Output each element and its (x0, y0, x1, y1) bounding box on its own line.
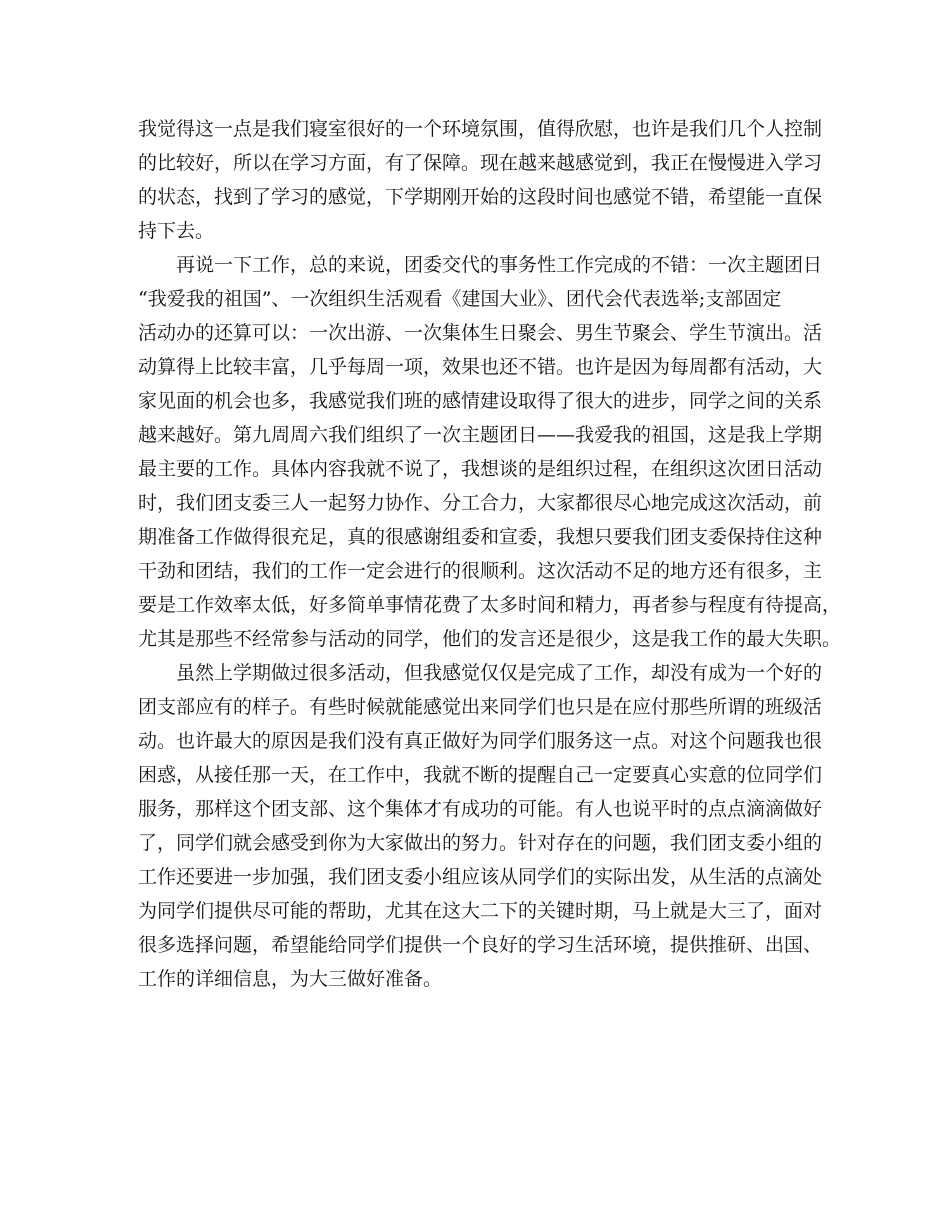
text-line: 服务，那样这个团支部、这个集体才有成功的可能。有人也说平时的点点滴滴做好 (138, 798, 823, 820)
text-line: 越来越好。第九周周六我们组织了一次主题团日——我爱我的祖国，这是我上学期 (138, 424, 823, 446)
paragraph-3 (138, 656, 838, 996)
text-line: 困惑，从接任那一天，在工作中，我就不断的提醒自己一定要真心实意的位同学们 (138, 764, 823, 786)
text-line: 的比较好，所以在学习方面，有了保障。现在越来越感觉到，我正在慢慢进入学习 (138, 152, 823, 174)
text-line: 再说一下工作，总的来说，团委交代的事务性工作完成的不错：一次主题团日 (138, 254, 823, 276)
text-line: 要是工作效率太低，好多简单事情花费了太多时间和精力，再者参与程度有待提高， (138, 594, 842, 616)
text-line: 我觉得这一点是我们寝室很好的一个环境氛围，值得欣慰，也许是我们几个人控制 (138, 118, 823, 140)
text-line: 最主要的工作。具体内容我就不说了，我想谈的是组织过程，在组织这次团日活动 (138, 458, 823, 480)
paragraph-2 (138, 248, 842, 656)
text-line: 工作还要进一步加强，我们团支委小组应该从同学们的实际出发，从生活的点滴处 (138, 866, 823, 888)
text-line: 活动办的还算可以：一次出游、一次集体生日聚会、男生节聚会、学生节演出。活 (138, 322, 823, 344)
text-line: 动。也许最大的原因是我们没有真正做好为同学们服务这一点。对这个问题我也很 (138, 730, 823, 752)
text-line: 虽然上学期做过很多活动，但我感觉仅仅是完成了工作，却没有成为一个好的 (138, 662, 823, 684)
text-line: 了，同学们就会感受到你为大家做出的努力。针对存在的问题，我们团支委小组的 (138, 832, 823, 854)
text-line: 为同学们提供尽可能的帮助，尤其在这大二下的关键时期，马上就是大三了，面对 (138, 900, 823, 922)
document-body (138, 112, 842, 996)
text-line: 动算得上比较丰富，几乎每周一项，效果也还不错。也许是因为每周都有活动，大 (138, 356, 823, 378)
text-line: 团支部应有的样子。有些时候就能感觉出来同学们也只是在应付那些所谓的班级活 (138, 696, 823, 718)
text-line: 很多选择问题，希望能给同学们提供一个良好的学习生活环境，提供推研、出国、 (138, 934, 823, 956)
text-line: 持下去。 (138, 220, 215, 242)
text-line: “我爱我的祖国”、一次组织生活观看《建国大业》、团代会代表选举;支部固定 (138, 288, 782, 310)
text-line: 家见面的机会也多，我感觉我们班的感情建设取得了很大的进步，同学之间的关系 (138, 390, 823, 412)
paragraph-1 (138, 112, 838, 248)
text-line: 尤其是那些不经常参与活动的同学，他们的发言还是很少，这是我工作的最大失职。 (138, 628, 842, 650)
text-line: 干劲和团结，我们的工作一定会进行的很顺利。这次活动不足的地方还有很多，主 (138, 560, 823, 582)
text-line: 时，我们团支委三人一起努力协作、分工合力，大家都很尽心地完成这次活动，前 (138, 492, 823, 514)
text-line: 工作的详细信息，为大三做好准备。 (138, 968, 443, 990)
text-line: 的状态，找到了学习的感觉，下学期刚开始的这段时间也感觉不错，希望能一直保 (138, 186, 823, 208)
text-line: 期准备工作做得很充足，真的很感谢组委和宣委，我想只要我们团支委保持住这种 (138, 526, 823, 548)
